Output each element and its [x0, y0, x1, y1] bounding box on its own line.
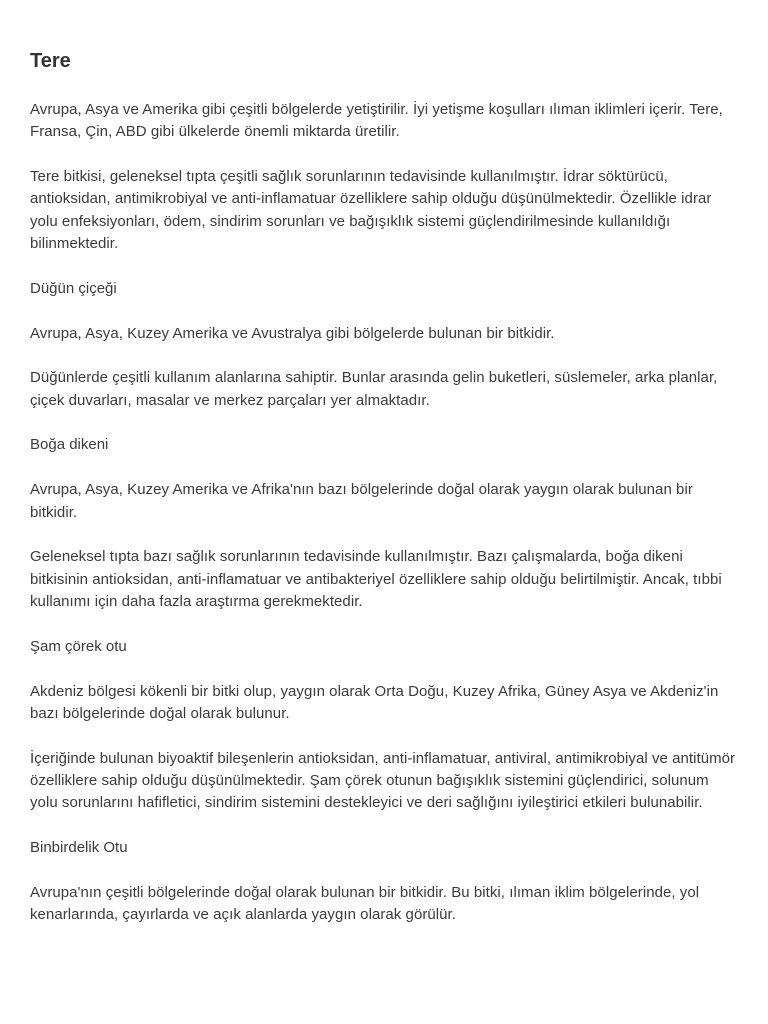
paragraph-sam-corek-otu-origin: Akdeniz bölgesi kökenli bir bitki olup, yaygın olarak Orta Doğu, Kuzey Afrika, Güney Asya ve Akdeniz'in bazı bölgelerinde doğal olarak bulunur. — [30, 682, 719, 722]
section-heading-boga-dikeni: Boğa dikeni — [30, 436, 109, 454]
page-title: Tere — [30, 50, 71, 72]
paragraph-tere-origin: Avrupa, Asya ve Amerika gibi çeşitli bölgelerde yetiştirilir. İyi yetişme koşulları ılıman iklimleri içerir. Tere, Fransa, Çin, ABD gibi ülkelerde önemli miktarda üretilir. — [30, 101, 723, 141]
paragraph-sam-corek-otu-benefits: İçeriğinde bulunan biyoaktif bileşenlerin antioksidan, anti-inflamatuar, antiviral, antimikrobiyal ve antitümör özelliklere sahip olduğu düşünülmektedir. Şam çörek otunun bağışıklık sistemini güçlendirici, solunum yolu sorunlarını hafifletici, sindirim sistemini destekleyici ve deri sağlığını iyileştirici etkileri bulunabilir. — [30, 749, 736, 812]
paragraph-boga-dikeni-origin: Avrupa, Asya, Kuzey Amerika ve Afrika'nın bazı bölgelerinde doğal olarak yaygın olarak bulunan bir bitkidir. — [30, 481, 693, 521]
section-heading-binbirdelik-otu: Binbirdelik Otu — [30, 839, 128, 857]
section-heading-dugun-cicegi: Düğün çiçeği — [30, 279, 117, 297]
paragraph-binbirdelik-otu-origin: Avrupa'nın çeşitli bölgelerinde doğal olarak bulunan bir bitkidir. Bu bitki, ılıman iklim bölgelerinde, yol kenarlarında, çayırlarda ve açık alanlarda yaygın olarak görülür. — [30, 883, 700, 924]
paragraph-dugun-cicegi-usage: Düğünlerde çeşitli kullanım alanlarına sahiptir. Bunlar arasında gelin buketleri, süslemeler, arka planlar, çiçek duvarları, masalar ve merkez parçaları yer almaktadır. — [30, 369, 718, 409]
section-heading-sam-corek-otu: Şam çörek otu — [30, 637, 127, 655]
paragraph-boga-dikeni-medicine: Geleneksel tıpta bazı sağlık sorunlarının tedavisinde kullanılmıştır. Bazı çalışmalarda, boğa dikeni bitkisinin antioksidan, anti-inflamatuar ve antibakteriyel özelliklere sahip olduğu belirtilmiştir. Ancak, tıbbi kullanımı için daha fazla araştırma gerekmektedir. — [30, 548, 722, 610]
paragraph-tere-medicine: Tere bitkisi, geleneksel tıpta çeşitli sağlık sorunlarının tedavisinde kullanılmıştır. İdrar söktürücü, antioksidan, antimikrobiyal ve anti-inflamatuar özelliklere sahip olduğu düşünülmektedir. Özellikle idrar yolu enfeksiyonları, ödem, sindirim sorunları ve bağışıklık sistemi güçlendirilmesinde kullanıldığı bilinmektedir. — [30, 168, 712, 252]
paragraph-dugun-cicegi-origin: Avrupa, Asya, Kuzey Amerika ve Avustralya gibi bölgelerde bulunan bir bitkidir. — [30, 324, 555, 342]
